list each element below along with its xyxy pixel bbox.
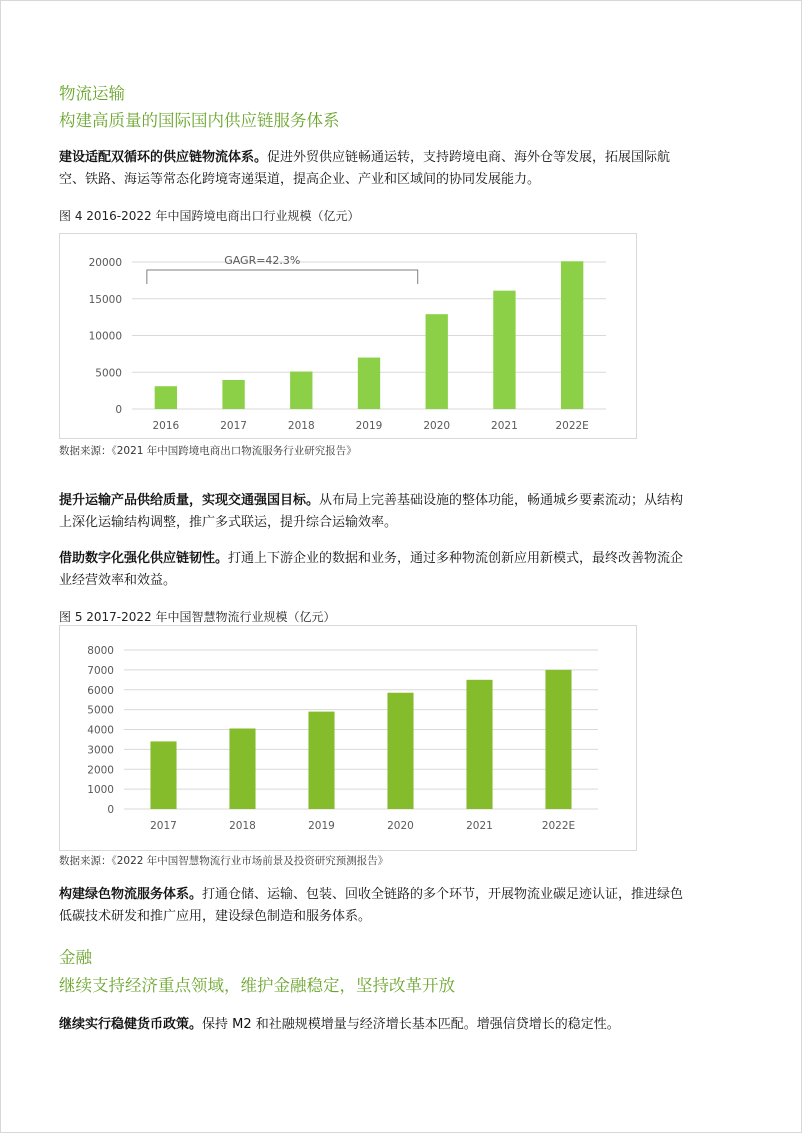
y-tick-label: 20000: [88, 257, 122, 269]
x-tick-label: 2019: [308, 820, 335, 832]
paragraph-supply-chain: [59, 147, 749, 190]
paragraph-green: [59, 884, 749, 927]
bar-chart: [60, 626, 636, 850]
paragraph-lead: 继续实行稳健货币政策。: [59, 1017, 203, 1032]
bar: [426, 314, 448, 409]
section-subtitle: 继续支持经济重点领域，维护金融稳定，坚持改革开放: [59, 976, 455, 995]
y-tick-label: 15000: [88, 293, 122, 306]
paragraph-text: 从布局上完善基础设施的整体功能，畅通城乡要素流动；从结构: [319, 493, 684, 508]
x-tick-label: 2021: [466, 820, 493, 832]
bar: [308, 712, 334, 809]
cagr-bracket: [147, 270, 418, 284]
paragraph-text: 促进外贸供应链畅通运转，支持跨境电商、海外仓等发展，拓展国际航: [267, 150, 671, 165]
y-tick-label: 5000: [95, 367, 122, 380]
y-tick-label: 5000: [87, 704, 114, 717]
paragraph-monetary: [59, 1014, 749, 1036]
bar: [222, 380, 244, 409]
y-tick-label: 6000: [87, 684, 114, 697]
chart-smart-logistics: [59, 625, 637, 851]
cagr-label: GAGR=42.3%: [224, 254, 301, 267]
bar: [545, 670, 571, 809]
bar: [150, 741, 176, 809]
y-tick-label: 10000: [88, 330, 122, 343]
bar: [229, 729, 255, 809]
section-title: 物流运输: [59, 84, 125, 103]
x-tick-label: 2017: [150, 820, 177, 832]
data-source: 数据来源：《2021 年中国跨境电商出口物流服务行业研究报告》: [59, 445, 357, 457]
x-tick-label: 2018: [287, 420, 315, 432]
y-tick-label: 3000: [87, 744, 114, 757]
x-tick-label: 2016: [152, 420, 180, 432]
y-tick-label: 2000: [87, 764, 114, 777]
paragraph-lead: 借助数字化强化供应链韧性。: [59, 551, 229, 566]
paragraph-text: 打通仓储、运输、包装、回收全链路的多个环节，开展物流业碳足迹认证，推进绿色: [202, 887, 684, 902]
paragraph-text: 业经营效率和效益。: [59, 572, 177, 588]
x-tick-label: 2022E: [555, 420, 589, 432]
y-tick-label: 8000: [87, 645, 114, 657]
y-tick-label: 4000: [87, 724, 114, 737]
y-tick-label: 1000: [87, 784, 114, 797]
bar: [155, 386, 177, 409]
bar: [466, 680, 492, 809]
y-tick-label: 0: [107, 804, 114, 816]
data-source: 数据来源：《2022 年中国智慧物流行业市场前景及投资研究预测报告》: [59, 855, 389, 867]
x-tick-label: 2020: [387, 820, 414, 832]
paragraph-transport: [59, 490, 749, 533]
paragraph-text: 上深化运输结构调整，推广多式联运，提升综合运输效率。: [59, 514, 398, 530]
bar: [387, 693, 413, 809]
paragraph-text: 低碳技术研发和推广应用，建设绿色制造和服务体系。: [59, 908, 372, 924]
x-tick-label: 2018: [229, 820, 256, 832]
bar: [358, 358, 380, 409]
paragraph-text: 保持 M2 和社融规模增量与经济增长基本匹配。增强信贷增长的稳定性。: [202, 1017, 620, 1032]
paragraph-lead: 构建绿色物流服务体系。: [59, 887, 203, 902]
paragraph-text: 打通上下游企业的数据和业务，通过多种物流创新应用新模式，最终改善物流企: [228, 551, 684, 566]
x-tick-label: 2021: [491, 420, 518, 432]
section-title: 金融: [59, 948, 92, 967]
bar: [290, 372, 312, 409]
bar: [561, 261, 583, 409]
bar-chart: [60, 234, 636, 438]
paragraph-text: 空、铁路、海运等常态化跨境寄递渠道，提高企业、产业和区域间的协同发展能力。: [59, 171, 541, 187]
x-tick-label: 2022E: [541, 820, 576, 832]
section-subtitle: 构建高质量的国际国内供应链服务体系: [59, 111, 340, 130]
paragraph-lead: 建设适配双循环的供应链物流体系。: [59, 150, 268, 165]
paragraph-digital: [59, 548, 749, 591]
paragraph-lead: 提升运输产品供给质量，实现交通强国目标。: [59, 493, 320, 508]
bar: [493, 291, 515, 409]
y-tick-label: 0: [115, 404, 122, 416]
chart-cross-border-ecommerce: [59, 233, 637, 439]
figure-caption: 图 4 2016-2022 年中国跨境电商出口行业规模（亿元）: [59, 209, 360, 223]
x-tick-label: 2020: [423, 420, 451, 432]
y-tick-label: 7000: [87, 664, 114, 677]
figure-caption: 图 5 2017-2022 年中国智慧物流行业规模（亿元）: [59, 610, 336, 624]
x-tick-label: 2019: [355, 420, 383, 432]
x-tick-label: 2017: [220, 420, 247, 432]
